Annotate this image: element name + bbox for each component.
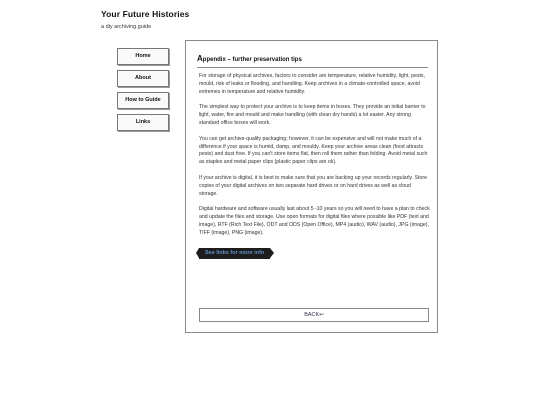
- paragraph-physical-storage: For storage of physical archives, factors to consider are temperature, relative humidity, light, pests, mould, risk of leaks or flooding, and handling. Keep archives in a climate-controlled space, avoid extremes in temperature and relative humidity.: [199, 73, 425, 95]
- paragraph-boxes: The simplest way to protect your archive is to keep items in boxes. They provide an initial barrier to light, water, fire and mould and make handling (with clean dry hands) a lot easier. Any strong standard office boxes will work.: [199, 104, 426, 126]
- page-title-text: ppendix – further preservation tips: [202, 57, 302, 63]
- title-divider: [197, 67, 428, 68]
- see-links-link[interactable]: See links for more info: [199, 248, 270, 260]
- page-title-initial: A: [197, 54, 203, 63]
- paragraph-packaging: You can get archive-quality packaging; however, it can be expensive and will not make much of a difference if your space is humid, damp, and mouldy. Keep your archive areas clean (food attracts pests) and dust free. If you can't store items flat, then roll them rather than folding. Avoid metal such as staples and metal paper clips (plastic paper clips are ok).: [199, 135, 428, 166]
- sidebar-nav: [117, 48, 169, 136]
- article-body: [199, 73, 431, 259]
- page-title: [197, 54, 302, 63]
- paragraph-digital-backup: If your archive is digital, it is best to make sure that you are backing up your records regularly. Store copies of your digital archives on two separate hard drives or on hard drives as well as cloud storage.: [199, 174, 427, 197]
- back-button[interactable]: BACK↩: [199, 308, 429, 322]
- paragraph-file-formats: Digital hardware and software usually last about 5 -10 years so you will need to have a plan to check and update the files and storage. Use open formats for digital files where possible like PDF (text and image), RTF (Rich Text File), ODT and ODS (Open Office), MP4 (audio), WAV (audio), JPG (image), TIFF (image), PNG (image).: [199, 206, 430, 236]
- site-subtitle: a diy archiving guide: [101, 24, 152, 30]
- nav-links-button[interactable]: Links: [117, 114, 169, 131]
- site-title: Your Future Histories: [101, 9, 190, 19]
- content-panel: [185, 40, 438, 333]
- nav-about-button[interactable]: About: [117, 70, 169, 87]
- nav-how-to-guide-button[interactable]: How to Guide: [117, 92, 169, 109]
- nav-home-button[interactable]: Home: [117, 48, 169, 65]
